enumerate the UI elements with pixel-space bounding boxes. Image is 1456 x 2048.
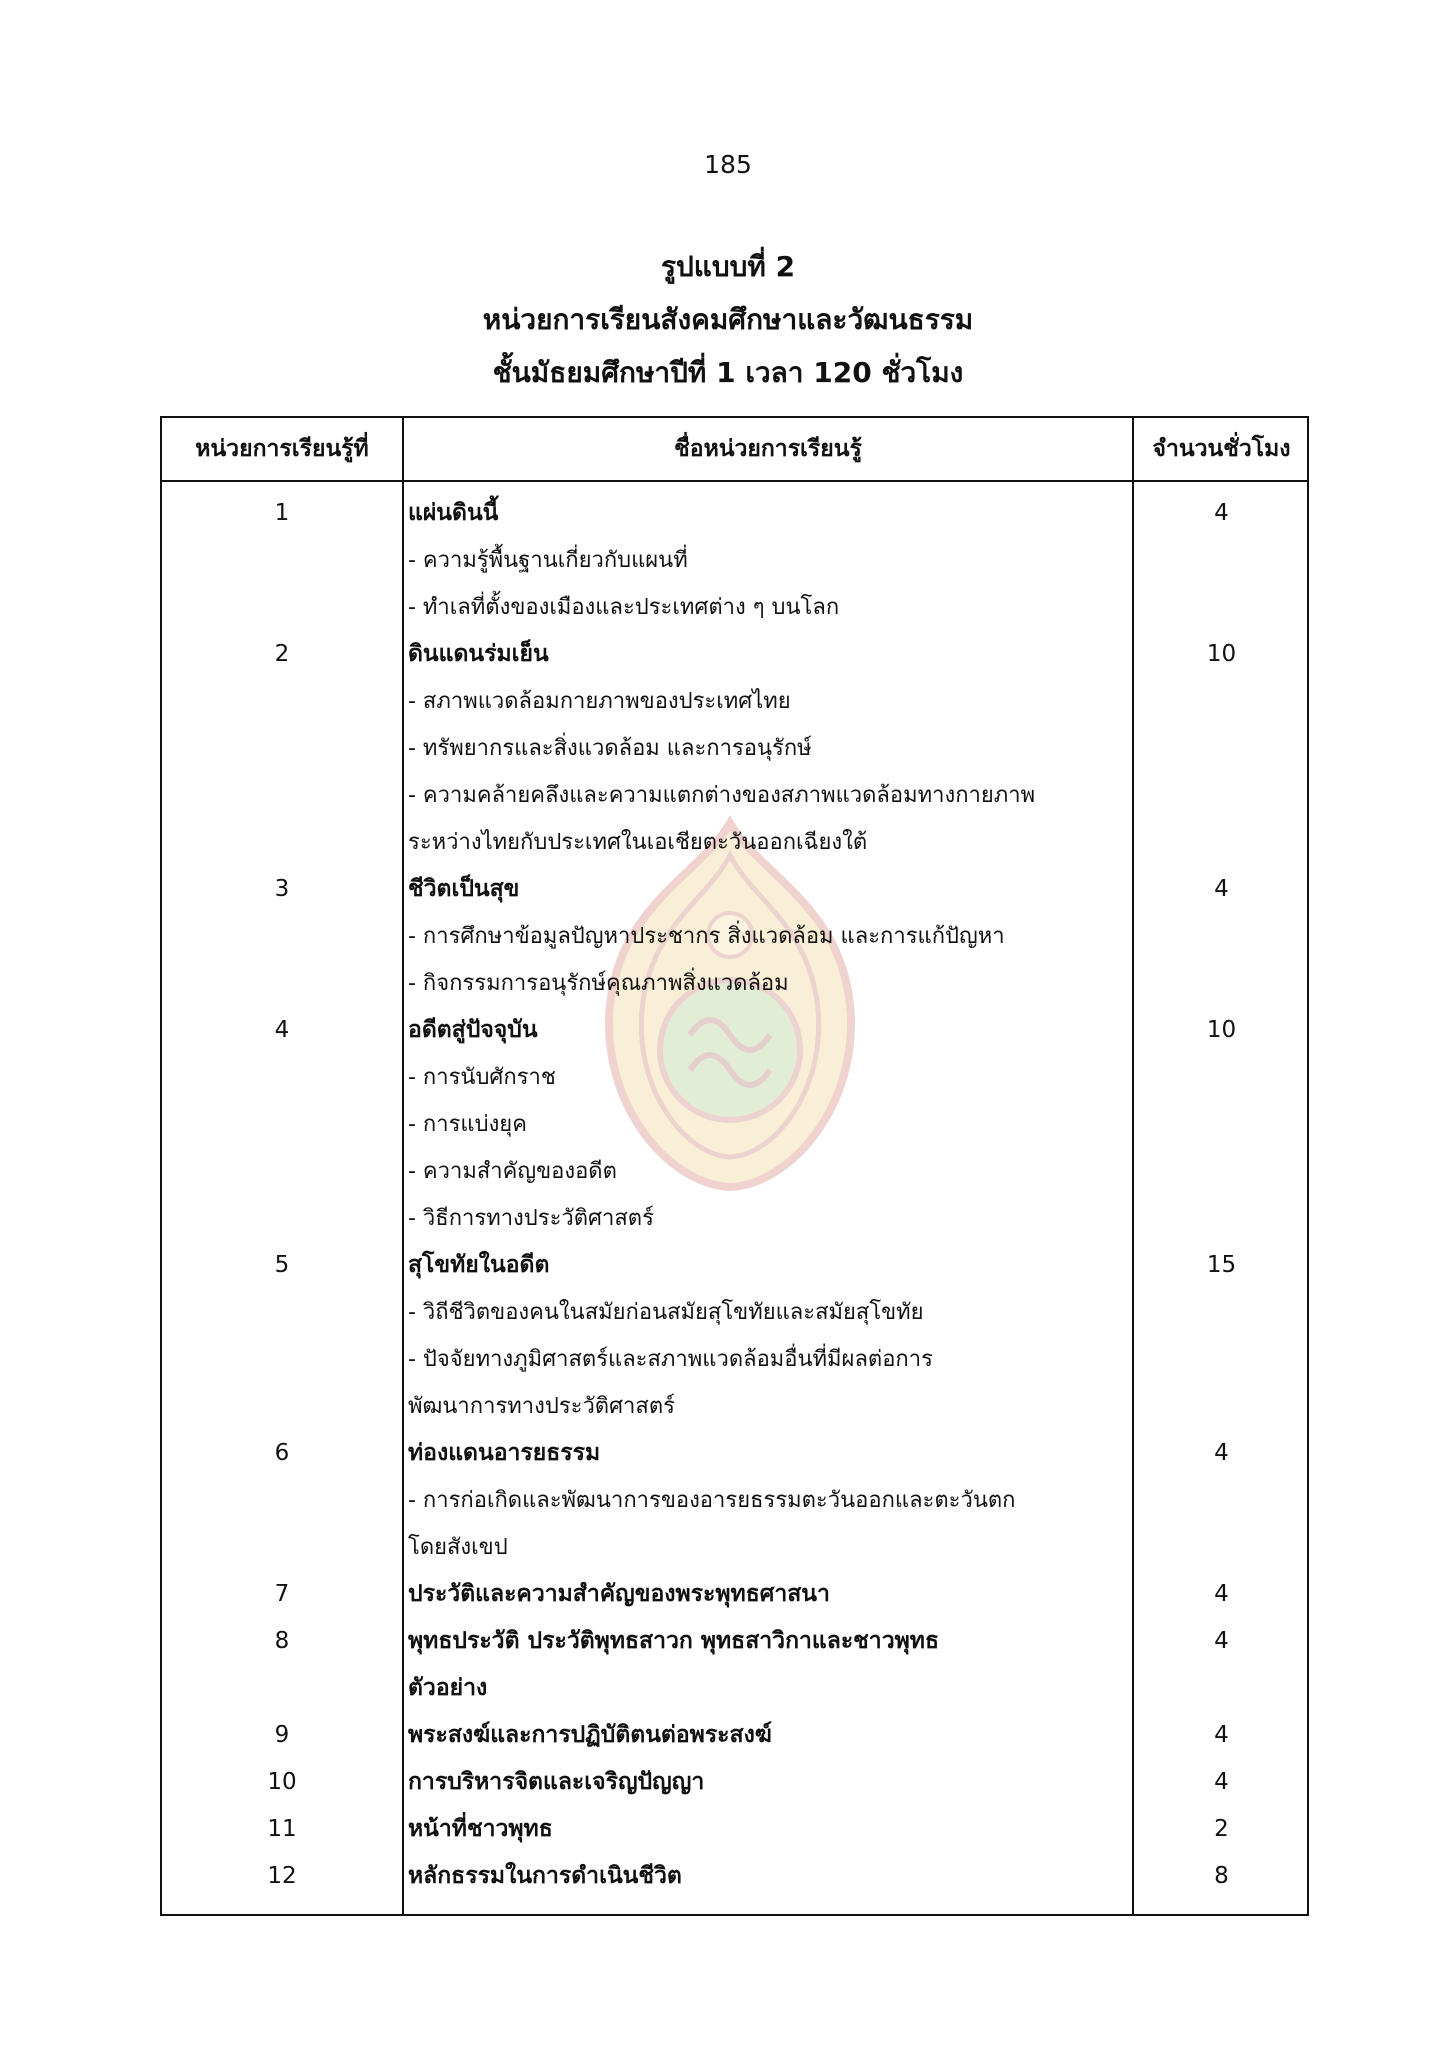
unit-hours: 4 (1214, 500, 1229, 526)
unit-content (408, 1430, 1126, 1571)
unit-title: พุทธประวัติ ประวัติพุทธสาวก พุทธสาวิกาและชาวพุทธ (408, 1628, 939, 1654)
document-title (0, 240, 1456, 399)
unit-content (408, 1571, 1126, 1618)
unit-number: 6 (274, 1440, 290, 1466)
header-divider (162, 480, 1307, 482)
unit-topic: - ทรัพยากรและสิ่งแวดล้อม และการอนุรักษ์ (408, 736, 812, 761)
unit-hours: 4 (1214, 1581, 1229, 1607)
unit-number: 4 (274, 1017, 290, 1043)
table-row (162, 490, 1307, 631)
unit-topic: โดยสังเขป (408, 1535, 508, 1560)
table-row (162, 1242, 1307, 1430)
unit-content (408, 1712, 1126, 1759)
unit-title: ท่องแดนอารยธรรม (408, 1440, 601, 1466)
unit-topic: - การแบ่งยุค (408, 1112, 527, 1137)
unit-hours: 10 (1206, 1017, 1237, 1043)
unit-content (408, 866, 1126, 1007)
unit-topic: - ปัจจัยทางภูมิศาสตร์และสภาพแวดล้อมอื่นที่มีผลต่อการ (408, 1347, 933, 1372)
unit-title: หลักธรรมในการดำเนินชีวิต (408, 1863, 682, 1889)
unit-title: การบริหารจิตและเจริญปัญญา (408, 1769, 705, 1795)
unit-content (408, 1242, 1126, 1430)
table-row (162, 1618, 1307, 1712)
unit-content (408, 1618, 1126, 1712)
page-number: 185 (704, 150, 752, 179)
unit-title: แผ่นดินนี้ (408, 500, 499, 526)
title-line-1: รูปแบบที่ 2 (660, 250, 796, 283)
unit-content (408, 1853, 1126, 1900)
unit-hours: 2 (1214, 1816, 1229, 1842)
table-row (162, 1853, 1307, 1900)
unit-number: 7 (274, 1581, 290, 1607)
table-row (162, 1712, 1307, 1759)
unit-hours: 8 (1214, 1863, 1229, 1889)
unit-content (408, 1007, 1126, 1242)
unit-content (408, 1806, 1126, 1853)
unit-number: 11 (267, 1816, 297, 1842)
unit-topic: - วิธีการทางประวัติศาสตร์ (408, 1206, 654, 1231)
unit-hours: 15 (1206, 1252, 1237, 1278)
unit-topic: - สภาพแวดล้อมกายภาพของประเทศไทย (408, 689, 791, 714)
unit-title: ชีวิตเป็นสุข (408, 876, 520, 902)
unit-title: ประวัติและความสำคัญของพระพุทธศาสนา (408, 1581, 830, 1607)
unit-hours: 4 (1214, 1440, 1229, 1466)
unit-topic: - ความสำคัญของอดีต (408, 1159, 617, 1184)
unit-content (408, 631, 1126, 866)
unit-title: ตัวอย่าง (408, 1675, 488, 1701)
header-unit: หน่วยการเรียนรู้ที่ (195, 436, 369, 462)
unit-hours: 4 (1214, 1628, 1229, 1654)
unit-number: 8 (274, 1628, 290, 1654)
unit-title: ดินแดนร่มเย็น (408, 641, 549, 667)
table-row (162, 1759, 1307, 1806)
unit-number: 5 (274, 1252, 290, 1278)
header-name: ชื่อหน่วยการเรียนรู้ (674, 436, 862, 462)
unit-hours: 4 (1214, 876, 1229, 902)
unit-title: หน้าที่ชาวพุทธ (408, 1816, 553, 1842)
table-row (162, 1430, 1307, 1571)
unit-topic: - ความรู้พื้นฐานเกี่ยวกับแผนที่ (408, 548, 688, 573)
table-row (162, 1007, 1307, 1242)
title-line-2: หน่วยการเรียนสังคมศึกษาและวัฒนธรรม (482, 303, 974, 336)
unit-title: สุโขทัยในอดีต (408, 1252, 550, 1278)
unit-topic: ระหว่างไทยกับประเทศในเอเชียตะวันออกเฉียงใต้ (408, 830, 868, 855)
table-row (162, 1806, 1307, 1853)
unit-content (408, 490, 1126, 631)
table-row (162, 1571, 1307, 1618)
unit-topic: - วิถีชีวิตของคนในสมัยก่อนสมัยสุโขทัยและสมัยสุโขทัย (408, 1300, 924, 1325)
unit-content (408, 1759, 1126, 1806)
unit-number: 2 (274, 641, 290, 667)
table-body (162, 490, 1307, 1900)
unit-topic: - การศึกษาข้อมูลปัญหาประชากร สิ่งแวดล้อม และการแก้ปัญหา (408, 924, 1005, 949)
unit-topic: - ความคล้ายคลึงและความแตกต่างของสภาพแวดล้อมทางกายภาพ (408, 783, 1036, 808)
unit-number: 9 (274, 1722, 290, 1748)
table-row (162, 866, 1307, 1007)
unit-hours: 4 (1214, 1769, 1229, 1795)
unit-topic: - กิจกรรมการอนุรักษ์คุณภาพสิ่งแวดล้อม (408, 971, 789, 996)
unit-hours: 10 (1206, 641, 1237, 667)
unit-hours: 4 (1214, 1722, 1229, 1748)
unit-number: 10 (267, 1769, 297, 1795)
unit-number: 1 (274, 500, 290, 526)
header-hours: จำนวนชั่วโมง (1152, 436, 1291, 462)
units-table (160, 416, 1309, 1916)
unit-title: พระสงฆ์และการปฏิบัติตนต่อพระสงฆ์ (408, 1722, 772, 1748)
unit-title: อดีตสู่ปัจจุบัน (408, 1017, 538, 1043)
unit-number: 3 (274, 876, 290, 902)
title-line-3: ชั้นมัธยมศึกษาปีที่ 1 เวลา 120 ชั่วโมง (492, 356, 964, 389)
unit-topic: - การก่อเกิดและพัฒนาการของอารยธรรมตะวันออกและตะวันตก (408, 1488, 1016, 1513)
table-row (162, 631, 1307, 866)
unit-topic: - ทำเลที่ตั้งของเมืองและประเทศต่าง ๆ บนโลก (408, 595, 840, 620)
unit-topic: - การนับศักราช (408, 1065, 556, 1090)
unit-number: 12 (267, 1863, 297, 1889)
unit-topic: พัฒนาการทางประวัติศาสตร์ (408, 1394, 675, 1419)
